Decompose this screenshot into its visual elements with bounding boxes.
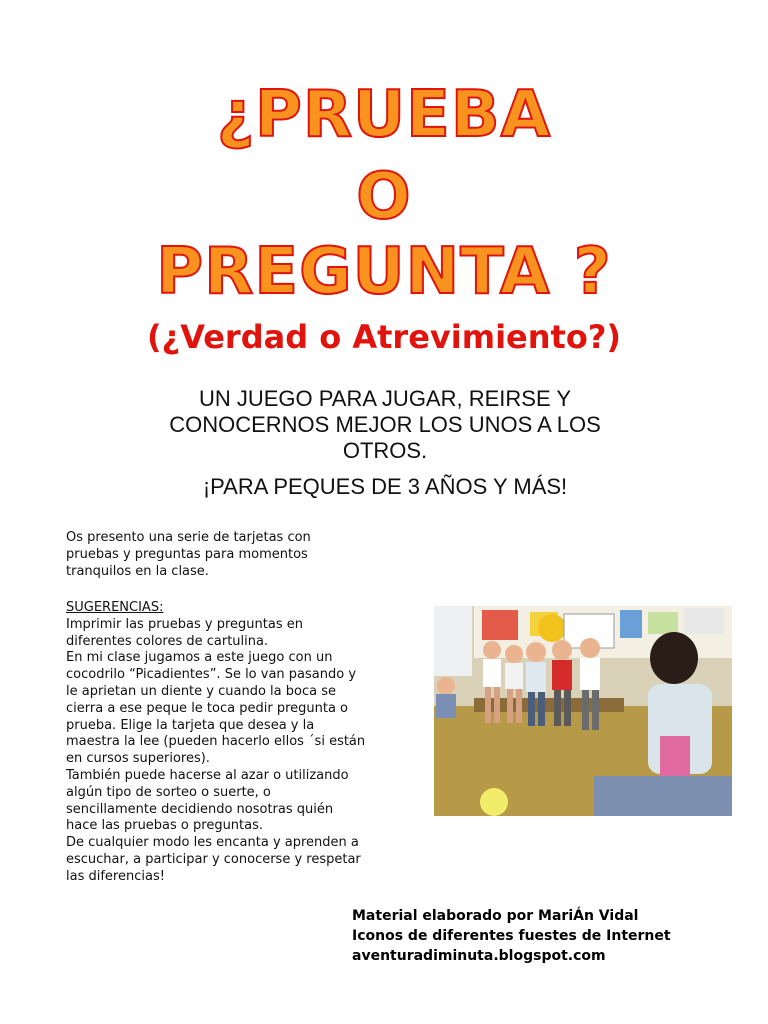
paragraph-line: pruebas y preguntas para momentos — [66, 546, 308, 562]
paragraph-line: Os presento una serie de tarjetas con — [66, 530, 311, 545]
suggestion-line: le aprietan un diente y cuando la boca se — [66, 683, 336, 699]
intro-block — [120, 386, 650, 500]
suggestion-line: algún tipo de sorteo o suerte, o — [66, 784, 271, 800]
suggestion-line: cierra a ese peque le toca pedir pregunta o — [66, 700, 349, 716]
intro-line: UN JUEGO PARA JUGAR, REIRSE Y — [198, 386, 572, 411]
suggestion-line: en cursos superiores). — [66, 751, 210, 767]
credit-blog: aventuradiminuta.blogspot.com — [352, 948, 606, 964]
suggestion-line: sencillamente decidiendo nosotras quién — [66, 801, 334, 817]
suggestion-line: maestra la lee (pueden hacerlo ellos ´si están — [66, 734, 366, 750]
suggestion-line: escuchar, a participar y conocerse y respetar — [66, 851, 361, 867]
suggestion-line: diferentes colores de cartulina. — [66, 633, 269, 649]
suggestions-heading: SUGERENCIAS: — [66, 600, 164, 615]
suggestion-line: También puede hacerse al azar o utilizando — [66, 767, 349, 783]
suggestion-line: las diferencias! — [66, 868, 165, 884]
intro-line: CONOCERNOS MEJOR LOS UNOS A LOS — [169, 412, 601, 437]
paragraph-line: tranquilos en la clase. — [66, 563, 209, 579]
credit-author: Material elaborado por MariÁn Vidal — [352, 908, 639, 924]
suggestions-section — [66, 600, 426, 886]
suggestion-line: En mi clase jugamos a este juego con un — [66, 650, 333, 666]
title-line-1: ¿PRUEBA — [216, 78, 552, 152]
suggestion-line: De cualquier modo les encanta y aprenden a — [66, 835, 359, 851]
title-line-2: O — [356, 160, 412, 234]
suggestion-line: hace las pruebas o preguntas. — [66, 818, 264, 834]
intro-line: OTROS. — [342, 438, 428, 463]
subtitle: (¿Verdad o Atrevimiento?) — [147, 318, 621, 356]
intro-paragraph — [66, 530, 366, 580]
intro-ages: ¡PARA PEQUES DE 3 AÑOS Y MÁS! — [202, 474, 568, 499]
suggestion-line: Imprimir las pruebas y preguntas en — [66, 616, 303, 632]
suggestion-line: cocodrilo “Picadientes”. Se lo van pasando y — [66, 667, 357, 683]
classroom-photo — [434, 606, 732, 816]
credits — [352, 906, 752, 966]
suggestion-line: prueba. Elige la tarjeta que desea y la — [66, 717, 315, 733]
title-line-3: PREGUNTA ? — [156, 235, 612, 309]
credit-icons: Iconos de diferentes fuestes de Internet — [352, 928, 671, 944]
